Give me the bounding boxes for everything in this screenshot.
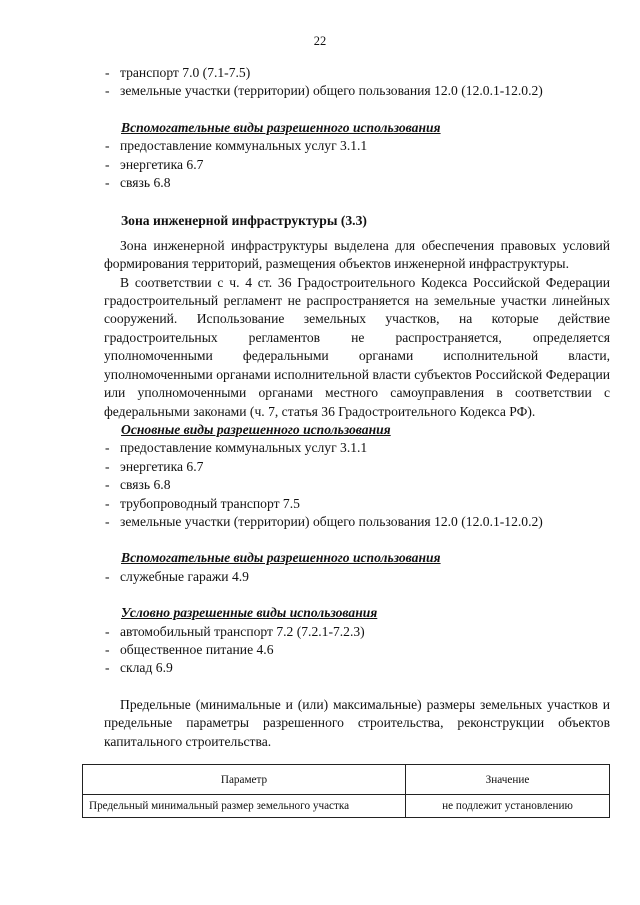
list-item: - служебные гаражи 4.9: [104, 568, 610, 586]
aux-uses-list-2: [104, 568, 610, 586]
list-item: - транспорт 7.0 (7.1-7.5): [104, 64, 610, 82]
conditional-uses-list: [104, 623, 610, 678]
aux-uses-list: [104, 137, 610, 192]
table-header-row: [83, 765, 610, 795]
conditional-uses-heading: Условно разрешенные виды использования: [121, 605, 378, 621]
parameters-table: [82, 764, 610, 818]
list-item: - земельные участки (территории) общего пользования 12.0 (12.0.1-12.0.2): [104, 513, 610, 531]
list-item: - автомобильный транспорт 7.2 (7.2.1-7.2.3): [104, 623, 610, 641]
zone-legal-note: В соответствии с ч. 4 ст. 36 Градостроительного Кодекса Российской Федерации градостроительный регламент не распространяется на земельные участки линейных сооружений. Использование земельных участков, на которые действие градостроительных регламентов не распространяется, определяется уполномоченными федеральными органами исполнительной власти, уполномоченными органами исполнительной власти субъектов Российской Федерации или уполномоченными органами местного самоуправления в соответствии с федеральными законами (ч. 7, статья 36 Градостроительного Кодекса РФ).: [104, 274, 610, 419]
zone-title: Зона инженерной инфраструктуры (3.3): [121, 213, 367, 229]
zone-description: Зона инженерной инфраструктуры выделена для обеспечения правовых условий формирования территорий, размещения объектов инженерной инфраструктуры.: [104, 237, 610, 272]
list-item: - предоставление коммунальных услуг 3.1.1: [104, 137, 610, 155]
column-header-parameter: Параметр: [83, 765, 406, 795]
list-item: - связь 6.8: [104, 476, 610, 494]
document-body: [104, 64, 610, 751]
limits-paragraph: Предельные (минимальные и (или) максимальные) размеры земельных участков и предельные параметры разрешенного строительства, реконструкции объектов капитального строительства.: [104, 696, 610, 749]
list-item: - склад 6.9: [104, 659, 610, 677]
aux-uses-heading: Вспомогательные виды разрешенного использования: [121, 119, 441, 135]
list-item: - земельные участки (территории) общего пользования 12.0 (12.0.1-12.0.2): [104, 82, 610, 100]
list-item: - предоставление коммунальных услуг 3.1.1: [104, 439, 610, 457]
list-item: - энергетика 6.7: [104, 458, 610, 476]
aux-uses-heading-2: Вспомогательные виды разрешенного использования: [121, 550, 441, 566]
page-number: 22: [313, 34, 327, 48]
table-cell-value: не подлежит установлению: [406, 795, 610, 818]
table-row: [83, 795, 610, 818]
top-use-list: [104, 64, 610, 101]
column-header-value: Значение: [406, 765, 610, 795]
main-uses-list: [104, 439, 610, 531]
list-item: - трубопроводный транспорт 7.5: [104, 495, 610, 513]
table-cell-parameter: Предельный минимальный размер земельного участка: [83, 795, 406, 818]
list-item: - энергетика 6.7: [104, 156, 610, 174]
list-item: - общественное питание 4.6: [104, 641, 610, 659]
main-uses-heading: Основные виды разрешенного использования: [121, 421, 391, 437]
list-item: - связь 6.8: [104, 174, 610, 192]
